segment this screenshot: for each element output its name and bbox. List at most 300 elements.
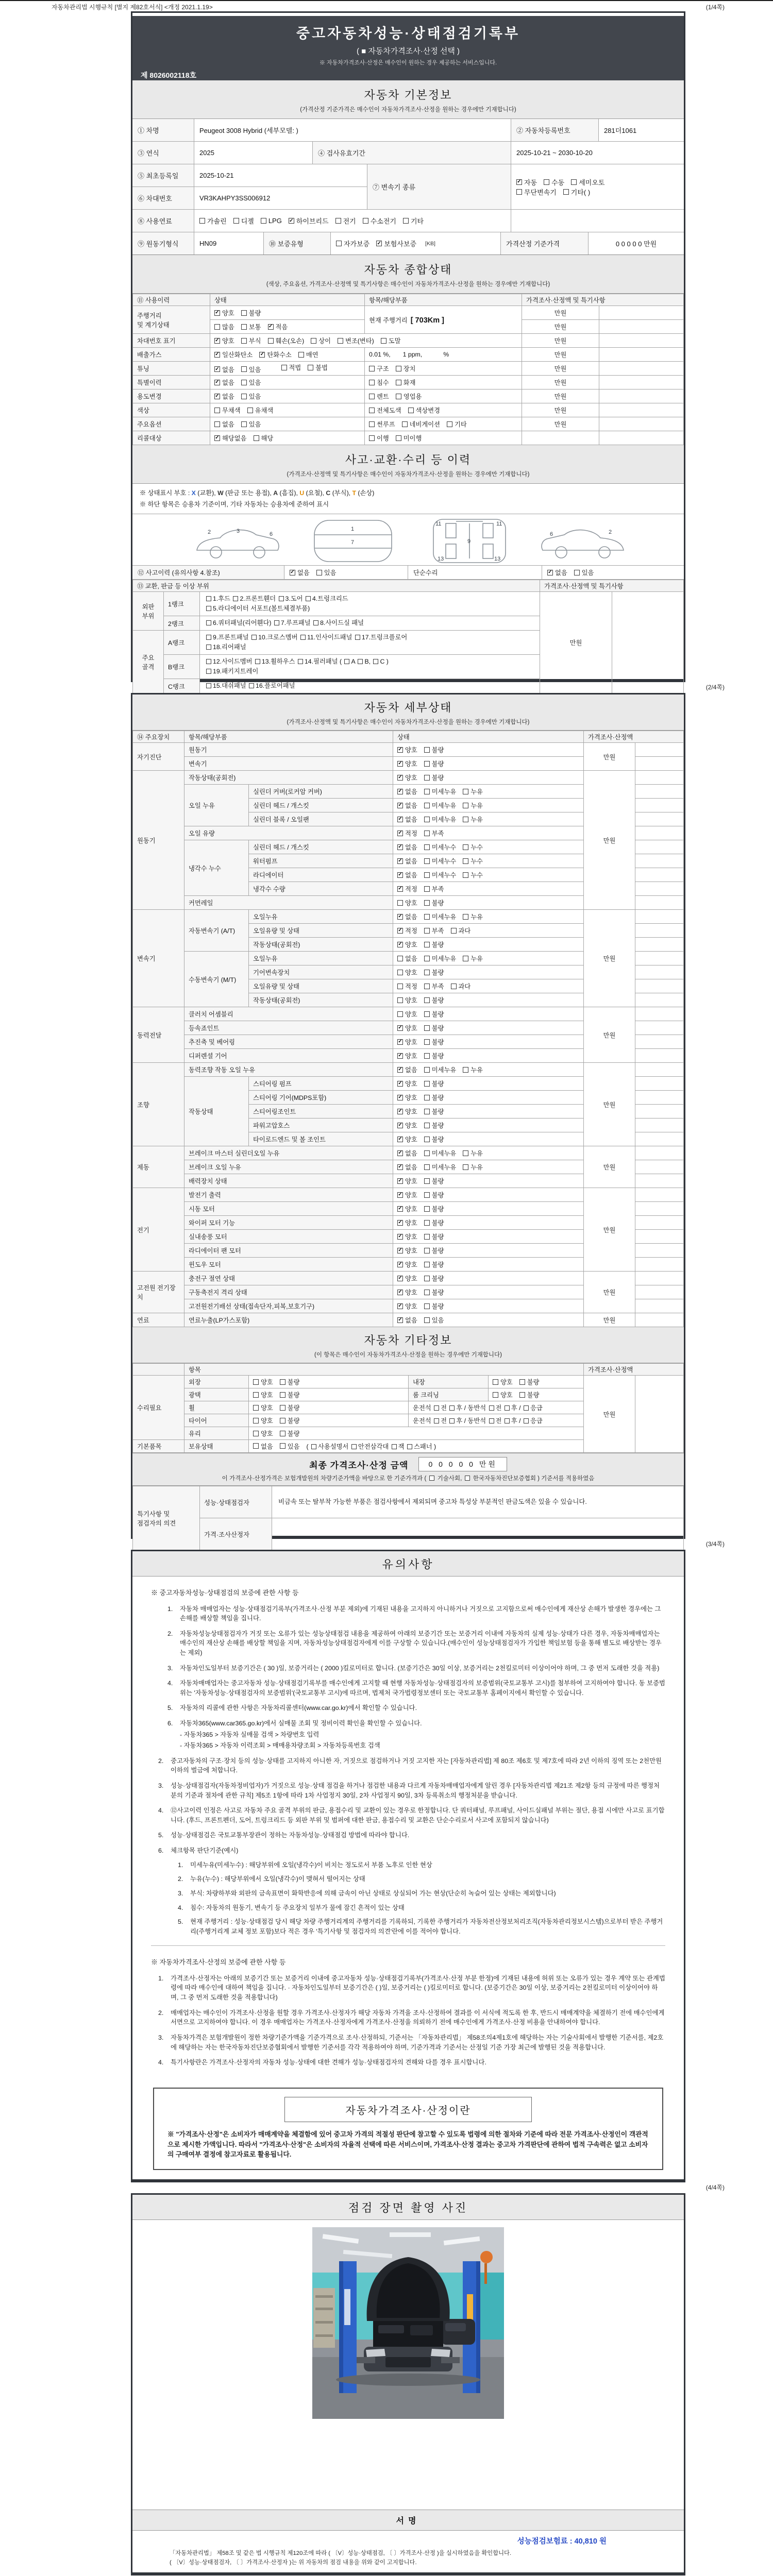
- checkbox-unchecked: 누유: [463, 787, 483, 796]
- form-page-1: [131, 11, 685, 690]
- status-cell: [210, 376, 365, 389]
- final-price-value: 0 0 0 0 0 만원: [418, 1457, 507, 1471]
- checkbox-group: [397, 1301, 451, 1311]
- checkbox-unchecked: 양호: [397, 968, 417, 977]
- reg-no-label: ② 자동차등록번호: [511, 119, 599, 141]
- device-group-cell: 동력전달: [133, 1007, 184, 1063]
- checkbox-unchecked: 누수: [463, 870, 483, 879]
- checkbox-unchecked: 양호: [253, 1377, 273, 1386]
- checkbox-group: [199, 216, 430, 226]
- notice-item-number: 3.: [167, 1664, 173, 1672]
- checkbox-unchecked: 누수: [463, 842, 483, 852]
- status-cell: [210, 403, 365, 417]
- checkbox-checked: ✓ 양호: [398, 1275, 417, 1282]
- checkbox-checked: ✓ 적정: [398, 830, 417, 837]
- exchange-price-head: 가격조사·산정액 및 특기사항: [540, 580, 684, 592]
- checkbox-unchecked: 양호: [397, 898, 417, 907]
- checkbox-unchecked: 전기: [335, 216, 356, 226]
- checkbox-unchecked: LPG: [261, 217, 282, 225]
- table-row: [133, 1188, 684, 1202]
- checkbox-unchecked: [429, 1476, 434, 1481]
- accident-history-row: [132, 566, 684, 580]
- notice-item-text: 중고자동차의 구조·장치 등의 성능·상태를 고지하지 아니한 자, 거짓으로 점검하거나 거짓 고지한 자는 [자동차관리법] 제 80조 제6호 및 제7호에 따라 2년 이하의 징역 또는 2천만원 이하의 벌금에 처합니다.: [171, 1757, 662, 1774]
- checkbox-checked: ✓ 양호: [398, 1289, 417, 1296]
- checkbox-group: [397, 801, 490, 810]
- checkbox-group: [214, 405, 280, 415]
- note-cell: [635, 743, 684, 757]
- status-cell: [393, 938, 584, 952]
- inspection-photo-area: [132, 2220, 684, 2419]
- checkbox-group: [397, 1134, 451, 1144]
- document-number: 제 8026002118호: [141, 71, 197, 79]
- checkbox-unchecked: 불량: [424, 1079, 444, 1088]
- damage-code-letter: A: [273, 489, 278, 497]
- table-row: [133, 1063, 684, 1077]
- item-cell: 라디에이터 팬 모터: [184, 1244, 393, 1258]
- checkbox-unchecked: [434, 1405, 439, 1411]
- checkbox-group: [214, 336, 408, 345]
- note-cell: [635, 1105, 684, 1118]
- checkbox-group: [397, 1176, 451, 1185]
- checkbox-unchecked: 과다: [451, 926, 471, 935]
- checkbox-unchecked: [505, 1418, 510, 1423]
- section-title: 자동차 세부상태: [364, 701, 452, 714]
- checkbox-checked: ✓ 적정: [398, 886, 417, 893]
- status-cell: [393, 924, 584, 938]
- reg-no-value: 281더1061: [604, 127, 637, 134]
- price-cell: 만원: [584, 1007, 635, 1063]
- price-cell: 만원: [584, 1146, 635, 1188]
- checkbox-group: [397, 926, 477, 935]
- item-key-cell: 유리: [184, 1427, 249, 1440]
- checkbox-group: [397, 1287, 451, 1297]
- status-cell: [393, 882, 584, 896]
- status-cell: [210, 389, 365, 403]
- damage-code-letter: T: [352, 489, 357, 497]
- checkbox-unchecked: [300, 635, 306, 640]
- exchange-label: ⑬ 교환, 판금 등 이상 부위: [133, 580, 540, 592]
- other-group-cell: 수리필요: [133, 1376, 184, 1440]
- note-cell: [635, 1007, 684, 1021]
- device-group-cell: 연료: [133, 1313, 184, 1327]
- notice-item-number: 1.: [167, 1605, 173, 1613]
- checkbox-group: [290, 568, 343, 577]
- sub-group-cell: 냉각수 누수: [184, 840, 249, 896]
- final-price-note: 이 가격조사·산정가격은 보험개발원의 차량기준가액을 바탕으로 한 기준가격과 ( 기술사회, 한국자동차진단보증협회 ) 기준서를 적용하였음: [222, 1476, 595, 1482]
- checkbox-unchecked: 양호: [397, 1009, 417, 1019]
- note-cell: [635, 1077, 684, 1091]
- usage-label-cell: 색상: [133, 403, 210, 417]
- checkbox-checked: ✓ 양호: [398, 941, 417, 948]
- checkbox-group: [369, 433, 428, 443]
- checkbox-group: [397, 1065, 490, 1074]
- checkbox-unchecked: 없음: [397, 954, 417, 963]
- notice-item-text: 자동차 매매업자는 성능·상태점검기록부(가격조사·산정 부분 제외)에 기재된 내용을 고지하지 아니하거나 거짓으로 고지함으로써 매수인에게 재산상 손해가 발생한 경우에는 그 손해를 배상할 책임을 집니다.: [180, 1605, 661, 1622]
- checkbox-group: [397, 1051, 451, 1060]
- fuel-label: ⑧ 사용연료: [132, 210, 194, 232]
- engine-type-label: ⑨ 원동기형식: [132, 232, 194, 255]
- item-cell: 냉각수 수량: [249, 882, 393, 896]
- svg-text:9: 9: [467, 538, 471, 545]
- checkbox-unchecked: 부족: [424, 828, 444, 838]
- usage-label-cell: 특별이력: [133, 376, 210, 389]
- usage-label-cell: 튜닝: [133, 362, 210, 376]
- panel-group-cell: 주요 골격: [133, 631, 164, 693]
- parts-cell: [365, 417, 522, 431]
- item-cell: 워터펌프: [249, 854, 393, 868]
- status-cell: [249, 1427, 584, 1440]
- price-cell: 만원: [522, 334, 599, 348]
- status-cell: [393, 1272, 584, 1285]
- usage-label-cell: 배출가스: [133, 348, 210, 362]
- status-cell: [210, 362, 365, 376]
- checkbox-checked: ✓ 양호: [398, 1303, 417, 1310]
- remarks-row-inspector: [133, 1486, 684, 1518]
- status-cell: [210, 348, 365, 362]
- note-cell: [635, 993, 684, 1007]
- checkbox-group: [397, 1274, 451, 1283]
- table-row: [133, 1376, 684, 1388]
- checkbox-unchecked: 색상변경: [408, 405, 441, 415]
- device-group-cell: 전기: [133, 1188, 184, 1272]
- checkbox-unchecked: 무단변속기: [516, 187, 557, 197]
- checkbox-unchecked: [465, 1476, 470, 1481]
- checkbox-unchecked: 불량: [424, 1218, 444, 1227]
- detail-header-row: [133, 731, 684, 743]
- checkbox-unchecked: 누유: [463, 1148, 483, 1158]
- price-cell: 만원: [584, 910, 635, 1007]
- notice-item: [158, 1806, 665, 1825]
- form-page-2: [131, 693, 685, 1539]
- transmission-row-1: [516, 177, 611, 187]
- notice-sub-line: - 자동차365 > 자동차 실매물 검색 > 차량번호 입력: [180, 1731, 320, 1738]
- notice-sub-text: 현재 주행거리 : 성능·상태점검 당시 해당 차량 주행거리계의 주행거리를 기록하되, 기록한 주행거리가 자동차전산정보처리조직(자동차관리정보시스템)으로부터 받은 주행거리(주행거리계 교체 정보 포함)보다 적은 경우 '특기사항 및 점검자의 의견'란에 이를 적어야 합니다.: [190, 1918, 663, 1935]
- notice-item-text: 체크항목 판단기준(예시) 1. 미세누유(미세누수) : 해당부위에 오일(냉각수)이 비치는 정도로서 부품 노후로 인한 현상 2. 누유(누수) : 해당부위에서 오일(냉각수)이 맺혀서 떨어지는 상태 3. 부식: 차량하부와 외판의 금속표면이 화학반응에 의해 금속이 아닌 상태로 상실되어 가는 현상(단순히 녹슬어 있는 상태는 제외합니다) 4. 침수: 자동차의 원동기, 변속기 등 주요장치 일부가 물에 잠긴 흔적이 있는 상태 5. 현재 주행거리 : 성능·상태점검 당시 해당 차량 주행거리계의 주행거리를 기록하되, 기록한 주행거리가 자동차전산정보처리조직(자동차관리정보시스템)으로부터 받은 주행거리(주행거리계 교체 정보 포함)보다 적은 경우 '특기사항 및 점검자의 의견'란에 이를 적어야 합니다.: [171, 1846, 665, 1936]
- checkbox-group: [397, 1246, 451, 1255]
- checkbox-unchecked: 있음: [241, 365, 261, 374]
- svg-text:13: 13: [438, 555, 444, 562]
- note-cell: [635, 1118, 684, 1132]
- notice-item-text: 자동차365(www.car365.go.kr)에서 실매물 조회 및 정비이력 확인을 확인할 수 있습니다. - 자동차365 > 자동차 실매물 검색 > 차량번호 입력 - 자동차365 > 자동차 이력조회 > 매매용차량조회 > 자동차등록번호 검색: [180, 1719, 665, 1751]
- checkbox-unchecked: [344, 659, 349, 664]
- checkbox-unchecked: [449, 1405, 455, 1411]
- status-cell: [393, 854, 584, 868]
- checkbox-checked: ✓ 양호: [398, 747, 417, 754]
- checkbox-checked: ✓ 없음: [215, 393, 234, 400]
- sub-group-cell: 자동변속기 (A/T): [184, 910, 249, 952]
- checkbox-checked: ✓ 없음: [398, 913, 417, 921]
- car-diagram-svg: [166, 515, 650, 565]
- checkbox-checked: ✓ 양호: [215, 337, 234, 345]
- checkbox-group: [369, 392, 428, 401]
- status-cell: [393, 910, 584, 924]
- checkbox-unchecked: [279, 596, 284, 601]
- svg-text:13: 13: [494, 555, 501, 562]
- device-group-cell: 고전원 전기장치: [133, 1272, 184, 1313]
- checkbox-group: [397, 1009, 451, 1019]
- parts-cell: [365, 403, 522, 417]
- checkbox-unchecked: 불량: [424, 1176, 444, 1185]
- section-notices-header: [132, 1551, 684, 1577]
- checkbox-unchecked: 적정: [397, 981, 417, 991]
- item-cell: 디퍼렌셜 기어: [184, 1049, 393, 1063]
- summary-table: [132, 294, 684, 445]
- checkbox-unchecked: 불량: [424, 1274, 444, 1283]
- notice-block: [151, 1588, 665, 1936]
- checkbox-checked: ✓ 양호: [398, 1219, 417, 1227]
- checkbox-checked: ✓ 양호: [215, 310, 234, 317]
- final-price-label: 최종 가격조사·산정 금액: [309, 1460, 409, 1470]
- accident-history-checks: [284, 566, 408, 579]
- year-label: ③ 연식: [132, 142, 194, 164]
- signature-statement-1: 「자동차관리법」 제58조 및 같은 법 시행규칙 제120조에 따라 ( 〔V〕성능·상태점검, 〔 〕가격조사·산정 )을 실시하였음을 확인합니다.: [170, 2550, 512, 2556]
- note-cell: [612, 592, 684, 693]
- device-group-cell: 자기진단: [133, 743, 184, 771]
- checkbox-unchecked: 양호: [397, 995, 417, 1005]
- checkbox-unchecked: 썬루프: [369, 419, 395, 429]
- usage-label-cell: 차대번호 표기: [133, 334, 210, 348]
- checkbox-unchecked: 불량: [280, 1403, 300, 1412]
- checkbox-unchecked: [274, 620, 279, 625]
- status-cell: [489, 1376, 584, 1388]
- other-group-cell: 기본품목: [133, 1440, 184, 1453]
- checkbox-unchecked: 양호: [253, 1429, 273, 1438]
- col-price: 가격조사·산정액: [584, 731, 684, 743]
- checkbox-group: [397, 773, 451, 782]
- item-key-cell: 룸 크리닝: [409, 1388, 489, 1401]
- checkbox-unchecked: 상이: [311, 336, 331, 345]
- checkbox-group: [397, 815, 490, 824]
- damage-code-letter: U: [299, 489, 305, 497]
- checkbox-group: [397, 898, 451, 907]
- notice-item-text: 매매업자는 매수인이 가격조사·산정을 원할 경우 가격조사·산정자가 해당 자동차 가격을 조사·산정하여 결과를 이 서식에 적도록 한 후, 반드시 매매계약을 체결하기 전에 매수인에게 서면으로 고지하여야 합니다. 이 경우 매매업자는 가격조사·산정자에게 가격조사·산정을 의뢰하기 전에 매수인에게 가격조사·산정 비용을 안내하여야 합니다.: [171, 2009, 665, 2026]
- item-cell: 작동상태(공회전): [249, 993, 393, 1007]
- note-cell: [635, 1272, 684, 1285]
- notice-sub-item: [178, 1917, 665, 1936]
- item-key-cell: 휠: [184, 1401, 249, 1414]
- status-cell: [393, 1049, 584, 1063]
- status-cell: [210, 320, 365, 334]
- notice-item: [167, 1679, 665, 1698]
- checkbox-unchecked: 부족: [424, 884, 444, 893]
- notice-sub-number: 2.: [178, 1875, 183, 1883]
- checkbox-unchecked: [255, 659, 260, 664]
- page-header-row: [0, 1, 773, 11]
- checkbox-unchecked: 불량: [424, 745, 444, 754]
- checkbox-group: [253, 1390, 307, 1399]
- table-row: [133, 362, 684, 376]
- checkbox-checked: ✓ 없음: [398, 1066, 417, 1074]
- checkbox-unchecked: [298, 659, 303, 664]
- table-row: [133, 417, 684, 431]
- checkbox-group: [493, 1377, 546, 1386]
- section-accident-header: [132, 445, 684, 484]
- note-cell: [635, 924, 684, 938]
- checkbox-unchecked: 불량: [280, 1390, 300, 1399]
- table-row: [133, 743, 684, 757]
- checkbox-unchecked: 불량: [424, 1190, 444, 1199]
- rank-items-cell: 1.후드 2.프론트휀더 3.도어 4.트렁크리드 5.라디에이터 서포트(볼트체결부품): [200, 592, 540, 616]
- checkbox-unchecked: 불량: [424, 1107, 444, 1116]
- notice-item: [158, 1781, 665, 1800]
- section-title: 사고·교환·수리 등 이력: [345, 453, 472, 466]
- checkbox-unchecked: 누유: [463, 954, 483, 963]
- checkbox-unchecked: 불량: [424, 940, 444, 949]
- section-title: 자동차 종합상태: [364, 263, 452, 276]
- checkbox-checked: ✓ 없음: [290, 569, 310, 577]
- legend-text: (판금 또는 용접),: [223, 489, 274, 497]
- notice-item: [158, 1846, 665, 1936]
- checkbox-group: [369, 364, 423, 373]
- note-cell: [635, 979, 684, 993]
- item-cell: 원동기: [184, 743, 393, 757]
- other-header-row: [133, 1364, 684, 1376]
- section-note: (가격산정 기준가격은 매수인이 자동차가격조사·산정을 원하는 경우에만 기재합니다): [300, 107, 516, 113]
- table-row: [133, 1007, 684, 1021]
- checkbox-group: [336, 239, 423, 248]
- checkbox-unchecked: [206, 659, 211, 664]
- note-cell: [599, 362, 684, 376]
- checkbox-group: [214, 433, 280, 443]
- item-key-cell: 보유상태: [184, 1440, 249, 1453]
- damage-code-letter: W: [217, 489, 224, 497]
- usage-label-cell: 용도변경: [133, 389, 210, 403]
- checkbox-unchecked: 도말: [381, 336, 401, 345]
- price-cell: 만원: [584, 1063, 635, 1146]
- parts-cell: 0.01 %, 1 ppm, %: [365, 348, 522, 362]
- checkbox-group: [397, 884, 451, 893]
- notice-item: [158, 1831, 665, 1840]
- checkbox-checked: ✓ 양호: [398, 1247, 417, 1255]
- remarks-value: 비금속 또는 탈부착 가능한 부품은 점검사항에서 제외되며 중고차 특성상 부분적인 판금도색은 있을 수 있습니다.: [272, 1486, 684, 1518]
- status-cell: [393, 826, 584, 840]
- note-cell: [599, 389, 684, 403]
- notice-item-text: ⑫사고이력 인정은 사고로 자동차 주요 골격 부위의 판금, 용접수리 및 교환이 있는 경우로 한정합니다. 단 쿼터패널, 루프패널, 사이드실패널 부위는 절단, 용접 시에만 사고로 표기합니다. (후드, 프론트펜더, 도어, 트렁크리드 등 외판 부위 및 범퍼에 대한 판금, 용접수리 및 교환은 단순수리로서 사고에 포함되지 않습니다): [171, 1807, 665, 1824]
- legend-text: ※ 상태표시 부호 :: [140, 489, 192, 497]
- checkbox-checked: ✓ 탄화수소: [260, 351, 292, 359]
- checkbox-checked: ✓ 양호: [398, 1233, 417, 1241]
- notice-sub-text: 누유(누수) : 해당부위에서 오일(냉각수)이 맺혀서 떨어지는 상태: [190, 1875, 365, 1883]
- note-cell: [635, 826, 684, 840]
- parts-cell: [365, 362, 522, 376]
- notice-item: [167, 1703, 665, 1713]
- notice-item: [167, 1629, 665, 1658]
- item-cell: 오일유량 및 상태: [249, 924, 393, 938]
- checkbox-unchecked: 불량: [519, 1377, 540, 1386]
- checkbox-unchecked: 불량: [424, 1009, 444, 1019]
- fuel-options: [194, 210, 511, 232]
- item-cell: 커먼레일: [184, 896, 393, 910]
- checkbox-checked: ✓ 양호: [398, 1108, 417, 1115]
- item-key-cell: 타이어: [184, 1414, 249, 1427]
- other-blank-head: [133, 1364, 184, 1376]
- checkbox-checked: ✓ 양호: [398, 1192, 417, 1199]
- checkbox-checked: ✓ 양호: [398, 1053, 417, 1060]
- checkbox-unchecked: 불량: [424, 1023, 444, 1032]
- checkbox-unchecked: [505, 1405, 510, 1411]
- damage-code-line: [140, 488, 677, 499]
- accident-history-label: ⑫ 사고이력 (유의사항 4.참조): [132, 566, 284, 579]
- checkbox-group: [397, 1162, 490, 1172]
- checkbox-group: [397, 1204, 451, 1213]
- base-price-value: 0 0 0 0 0 만원: [615, 240, 657, 248]
- usage-label-cell: 주요옵션: [133, 417, 210, 431]
- svg-text:3: 3: [237, 528, 240, 534]
- status-cell: [393, 1188, 584, 1202]
- checkbox-unchecked: 침수: [369, 378, 389, 387]
- remarks-group-label: 특기사항 및 점검자의 의견: [133, 1486, 200, 1550]
- checkbox-unchecked: 적법: [281, 363, 301, 372]
- status-cell: [393, 1105, 584, 1118]
- transmission-options: [511, 164, 684, 210]
- checkbox-group: [547, 568, 601, 577]
- status-cell: [393, 965, 584, 979]
- checkbox-group: [214, 365, 268, 374]
- note-cell: [635, 910, 684, 924]
- checkbox-unchecked: [407, 1444, 412, 1449]
- item-cell: 등속죠인트: [184, 1021, 393, 1035]
- checkbox-checked: ✓ 양호: [398, 1122, 417, 1129]
- checkbox-unchecked: [524, 1405, 529, 1411]
- note-cell: [635, 771, 684, 785]
- note-cell: [635, 785, 684, 799]
- form-title-note: ※ 자동차가격조사·산정은 매수인이 원하는 경우 제공하는 서비스입니다.: [319, 60, 497, 66]
- notice-sub-item: [178, 1874, 665, 1884]
- table-row: [133, 771, 684, 785]
- signature-section-header: 서명: [132, 2510, 684, 2531]
- item-key-cell: 내장: [409, 1376, 489, 1388]
- svg-text:6: 6: [550, 531, 553, 537]
- checkbox-group: [214, 308, 268, 317]
- checkbox-unchecked: [206, 683, 211, 688]
- checkbox-checked: ✓ 하이브리드: [289, 217, 329, 225]
- note-cell: [635, 1285, 684, 1299]
- checkbox-unchecked: 미세누유: [424, 815, 457, 824]
- checkbox-unchecked: 이행: [369, 433, 389, 443]
- checkbox-unchecked: 불량: [241, 308, 261, 317]
- table-row: [133, 348, 684, 362]
- table-row: [133, 431, 684, 445]
- item-cell: 브레이크 오일 누유: [184, 1160, 393, 1174]
- checkbox-checked: ✓ 없음: [215, 379, 234, 386]
- checkbox-checked: ✓ 없음: [398, 1317, 417, 1324]
- note-cell: [635, 757, 684, 771]
- device-group-cell: 변속기: [133, 910, 184, 1007]
- checkbox-unchecked: 보통: [241, 322, 261, 331]
- notice-sub-line: - 자동차365 > 자동차 이력조회 > 매매용차량조회 > 자동차등록번호 검색: [180, 1742, 380, 1750]
- car-name-label: ① 차명: [132, 119, 194, 141]
- checkbox-unchecked: 과다: [451, 981, 471, 991]
- damage-note-line: ※ 하단 항목은 승용차 기준이며, 기타 자동차는 승용차에 준하여 표시: [140, 500, 329, 508]
- vin-label: ⑥ 차대번호: [132, 187, 194, 209]
- checkbox-checked: ✓ 적음: [268, 324, 288, 331]
- notice-item-number: 4.: [158, 2059, 164, 2066]
- notice-item-text: 자동차성능상태점검자가 거짓 또는 오류가 있는 성능상태점검 내용을 제공하여 아래의 보증기간 또는 보증거리 이내에 자동차의 실제 성능·상태가 다른 경우, 자동차매매업자는 매수인의 재산상 손해를 배상할 책임을 지며, 자동차성능상태점검자에게 이를 구상할 수 있습니다.(매수인이 성능상태점검자가 가입한 책임보험 등을 통해 별도로 배상받는 경우는 제외): [180, 1630, 662, 1656]
- checkbox-group: [397, 940, 451, 949]
- table-row: [133, 1146, 684, 1160]
- table-row: [133, 592, 684, 616]
- status-cell: [393, 952, 584, 965]
- checkbox-unchecked: 누유: [463, 801, 483, 810]
- status-cell: [210, 431, 365, 445]
- note-cell: [599, 417, 684, 431]
- rank-items-cell: 6.쿼터패널(리어휀다) 7.루프패널 8.사이드실 패널: [200, 616, 540, 631]
- table-row: [133, 1313, 684, 1327]
- form-page-4: [131, 2193, 685, 2575]
- item-cell: 시동 모터: [184, 1202, 393, 1216]
- status-cell: [249, 1401, 409, 1414]
- year-value: 2025: [194, 142, 313, 164]
